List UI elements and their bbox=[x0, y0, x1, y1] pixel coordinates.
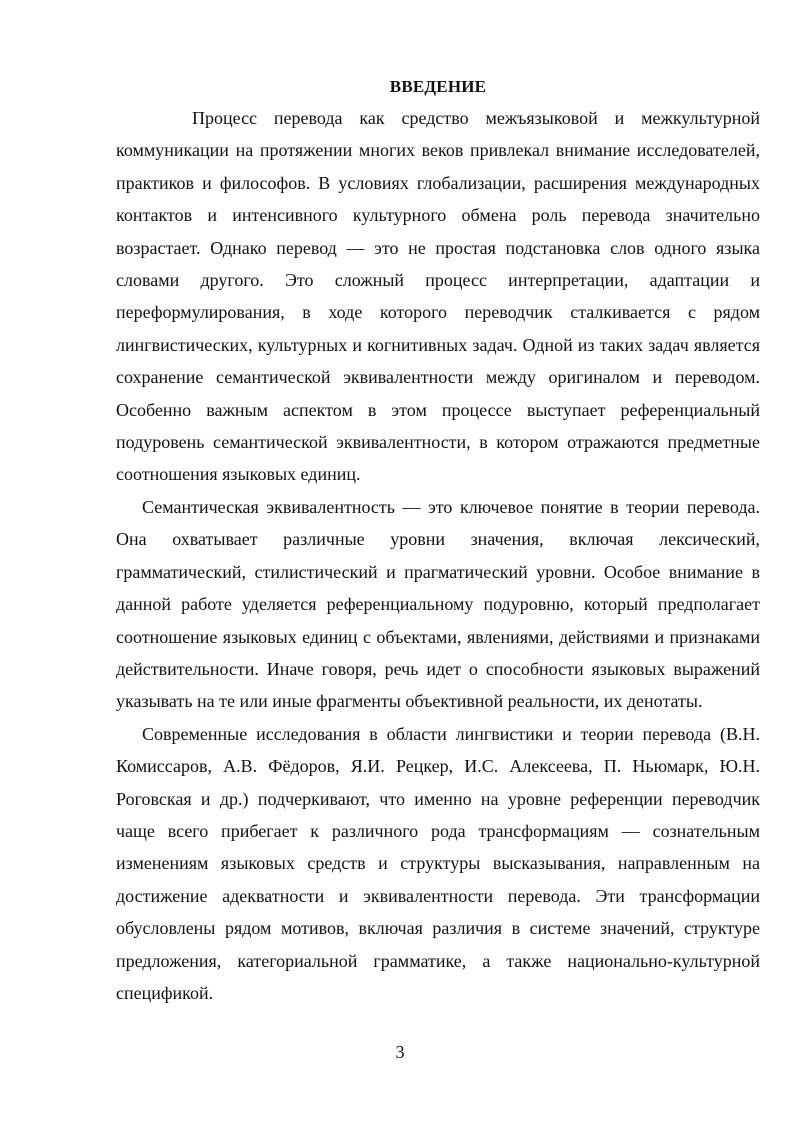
page-content bbox=[116, 72, 760, 1009]
paragraph-1: Процесс перевода как средство межъязыковой и межкультурной коммуникации на протяжении многих веков привлекал внимание исследователей, практиков и философов. В условиях глобализации, расширения международных контактов и интенсивного культурного обмена роль перевода значительно возрастает. Однако перевод — это не простая подстановка слов одного языка словами другого. Это сложный процесс интерпретации, адаптации и переформулирования, в ходе которого переводчик сталкивается с рядом лингвистических, культурных и когнитивных задач. Одной из таких задач является сохранение семантической эквивалентности между оригиналом и переводом. Особенно важным аспектом в этом процессе выступает референциальный подуровень семантической эквивалентности, в котором отражаются предметные соотношения языковых единиц. bbox=[116, 108, 760, 485]
page-number: 3 bbox=[395, 1042, 405, 1062]
paragraph-2: Семантическая эквивалентность — это ключевое понятие в теории перевода. Она охватывает различные уровни значения, включая лексический, грамматический, стилистический и прагматический уровни. Особое внимание в данной работе уделяется референциальному подуровню, который предполагает соотношение языковых единиц с объектами, явлениями, действиями и признаками действительности. Иначе говоря, речь идет о способности языковых выражений указывать на те или иные фрагменты объективной реальности, их денотаты. bbox=[116, 496, 760, 712]
paragraph-3: Современные исследования в области лингвистики и теории перевода (В.Н. Комиссаров, А.В. Фёдоров, Я.И. Рецкер, И.С. Алексеева, П. Ньюмарк, Ю.Н. Роговская и др.) подчеркивают, что именно на уровне референции переводчик чаще всего прибегает к различного рода трансформациям — сознательным изменениям языковых средств и структуры высказывания, направленным на достижение адекватности и эквивалентности перевода. Эти трансформации обусловлены рядом мотивов, включая различия в системе значений, структуре предложения, категориальной грамматике, а также национально-культурной спецификой. bbox=[116, 723, 760, 1003]
page-title: ВВЕДЕНИЕ bbox=[389, 77, 487, 96]
